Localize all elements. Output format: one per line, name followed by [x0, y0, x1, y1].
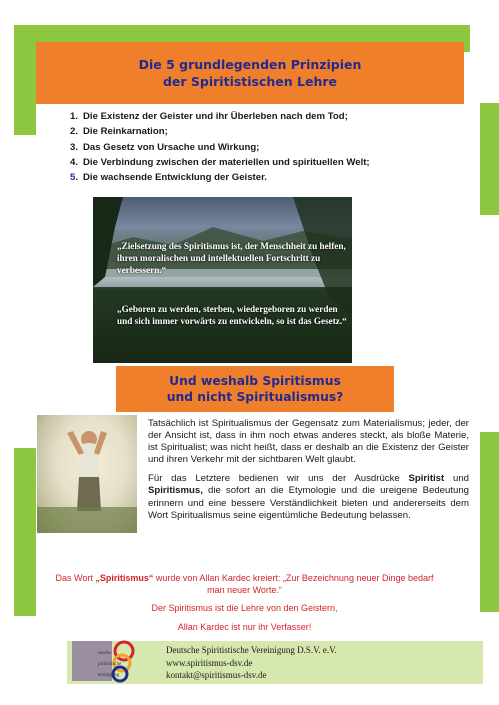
- list-item: 5. Die wachsende Entwicklung der Geister.: [70, 172, 267, 184]
- dsv-logo: [72, 637, 160, 685]
- kardec-quote-line1: Das Wort „Spiritismus“ wurde von Allan Kardec kreiert: „Zur Bezeichnung neuer Dinge bedarf man neuer Worte.“: [55, 573, 434, 596]
- kardec-quote-line3: Allan Kardec ist nur ihr Verfasser!: [177, 621, 312, 632]
- meditation-photo: [37, 415, 137, 533]
- footer-contact: [166, 644, 337, 682]
- list-item: 2. Die Reinkarnation;: [70, 126, 168, 138]
- principles-heading-line2: der Spiritistischen Lehre: [162, 74, 338, 89]
- principles-list: [70, 109, 370, 185]
- email-link[interactable]: kontakt@spiritismus-dsv.de: [166, 670, 267, 681]
- principles-heading: [36, 42, 464, 104]
- logo-text: ereinigung: [98, 673, 120, 678]
- section2-heading-line2: und nicht Spiritualismus?: [166, 390, 344, 404]
- list-item: 4. Die Verbindung zwischen der materiellen und spirituellen Welt;: [70, 156, 370, 168]
- logo-text: utsche: [98, 651, 111, 656]
- landscape-photo: [93, 197, 352, 363]
- landscape-illustration: [93, 197, 352, 363]
- section2-paragraph1: Tatsächlich ist Spiritualismus der Gegensatz zum Materialismus; jeder, der der Ansicht ist, dass in ihm noch etwas anderes steckt, als bloße Materie, ist Spiritualist; was nicht heißt, dass er deshalb an die Existenz der Geister und ihren Verkehr mit der sichtbaren Welt glaubt.: [148, 418, 469, 466]
- photo-quote-2: „Geboren zu werden, sterben, wiedergeboren zu werden und sich immer vorwärts zu entwickeln, so ist das Gesetz.“: [117, 304, 347, 326]
- photo-quote-1: „Zielsetzung des Spiritismus ist, der Menschheit zu helfen, ihren moralischen und intellektuellen Fortschritt zu verbessern.“: [117, 241, 346, 275]
- kardec-quote: [52, 572, 437, 639]
- kardec-quote-line2: Der Spiritismus ist die Lehre von den Geistern,: [151, 603, 338, 614]
- dsv-logo-graphic: [72, 637, 160, 685]
- meditating-woman-illustration: [37, 415, 137, 533]
- list-item: 3. Das Gesetz von Ursache und Wirkung;: [70, 141, 260, 153]
- org-name: Deutsche Spiritistische Vereinigung D.S.V. e.V.: [166, 645, 337, 655]
- section2-heading-line1: Und weshalb Spiritismus: [169, 374, 341, 388]
- section2-heading: [116, 366, 394, 412]
- principles-heading-line1: Die 5 grundlegenden Prinzipien: [138, 57, 362, 72]
- list-item: 1. Die Existenz der Geister und ihr Überleben nach dem Tod;: [70, 111, 348, 122]
- logo-text: piritistische: [98, 662, 122, 667]
- section2-paragraph2: Für das Letztere bedienen wir uns der Ausdrücke Spiritist und Spiritismus, die sofort an die Etymologie und die ureigene Bedeutung erinnern und eine bessere Verständlichkeit bieten und andererseits dem Wort Spiritualismus seine eigentümliche Bedeutung belassen.: [148, 473, 469, 521]
- green-frame-right-lower: [480, 432, 499, 612]
- section2-text: [148, 418, 469, 529]
- website-link[interactable]: www.spiritismus-dsv.de: [166, 657, 253, 668]
- green-frame-left: [14, 25, 36, 135]
- green-frame-left-lower: [14, 448, 36, 616]
- green-frame-right: [480, 103, 499, 215]
